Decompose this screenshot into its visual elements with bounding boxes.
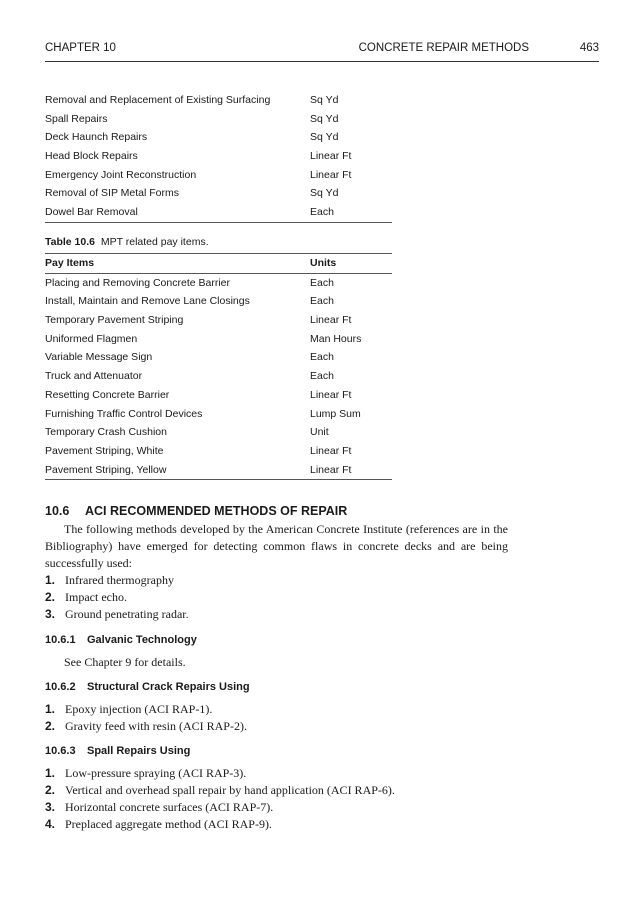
list-item-text: Gravity feed with resin (ACI RAP-2). bbox=[65, 719, 247, 733]
pay-item: Removal and Replacement of Existing Surfacing bbox=[45, 94, 271, 106]
unit: Linear Ft bbox=[310, 168, 352, 181]
unit: Sq Yd bbox=[310, 187, 339, 200]
unit: Each bbox=[310, 351, 334, 364]
table-row bbox=[45, 147, 392, 166]
subsection-number: 10.6.3 bbox=[45, 745, 76, 757]
section-heading bbox=[45, 504, 347, 518]
list-number: 3. bbox=[45, 607, 56, 621]
unit: Sq Yd bbox=[310, 112, 339, 125]
subsection-text: See Chapter 9 for details. bbox=[64, 655, 186, 669]
pay-item: Temporary Pavement Striping bbox=[45, 314, 184, 327]
list-item-text: Impact echo. bbox=[65, 590, 127, 604]
pay-item: Pavement Striping, White bbox=[45, 444, 164, 457]
pay-item: Removal of SIP Metal Forms bbox=[45, 187, 180, 200]
page-header bbox=[45, 42, 599, 62]
list-number: 2. bbox=[45, 719, 56, 733]
table-row bbox=[45, 311, 392, 330]
pay-item: Deck Haunch Repairs bbox=[45, 131, 148, 144]
section-intro-paragraph: The following methods developed by the American Concrete Institute (references are in the Bibliography) have emerged for detecting common flaws in concrete decks and are being successfully used: bbox=[45, 522, 508, 570]
unit: Each bbox=[310, 370, 334, 383]
list-item-text: Infrared thermography bbox=[65, 573, 174, 587]
pay-item: Furnishing Traffic Control Devices bbox=[45, 407, 203, 420]
chapter-label: CHAPTER 10 bbox=[45, 42, 116, 54]
unit: Linear Ft bbox=[310, 314, 352, 327]
list-item-text: Epoxy injection (ACI RAP-1). bbox=[65, 702, 213, 716]
page-number: 463 bbox=[579, 42, 599, 54]
list-item-text: Vertical and overhead spall repair by hand application (ACI RAP-6). bbox=[65, 783, 395, 797]
pay-item: Placing and Removing Concrete Barrier bbox=[45, 276, 231, 289]
table-header-row bbox=[45, 254, 392, 274]
pay-item: Uniformed Flagmen bbox=[45, 332, 138, 345]
unit: Unit bbox=[310, 426, 329, 439]
table-row bbox=[45, 166, 392, 185]
section-title: ACI RECOMMENDED METHODS OF REPAIR bbox=[85, 504, 348, 518]
list-number: 1. bbox=[45, 702, 56, 716]
table-row bbox=[45, 110, 392, 129]
subsection-number: 10.6.1 bbox=[45, 634, 76, 646]
table-row bbox=[45, 348, 392, 367]
list-item-text: Preplaced aggregate method (ACI RAP-9). bbox=[65, 817, 272, 831]
pay-item: Spall Repairs bbox=[45, 112, 108, 125]
unit: Man Hours bbox=[310, 332, 362, 345]
subsection-title: Structural Crack Repairs Using bbox=[87, 681, 250, 693]
table-row bbox=[45, 184, 392, 203]
unit: Each bbox=[310, 206, 334, 219]
pay-item: Dowel Bar Removal bbox=[45, 206, 138, 219]
list-number: 2. bbox=[45, 590, 56, 604]
table-row bbox=[45, 274, 392, 293]
table-row bbox=[45, 461, 392, 480]
pay-items-table-continued bbox=[45, 91, 392, 223]
list-number: 2. bbox=[45, 783, 56, 797]
list-number: 1. bbox=[45, 573, 56, 587]
table-row bbox=[45, 203, 392, 222]
unit: Linear Ft bbox=[310, 444, 352, 457]
subsection-title: Spall Repairs Using bbox=[87, 745, 191, 757]
unit: Linear Ft bbox=[310, 388, 352, 401]
table-caption bbox=[45, 236, 209, 248]
subsection-number: 10.6.2 bbox=[45, 681, 76, 693]
list-item-text: Low-pressure spraying (ACI RAP-3). bbox=[65, 766, 247, 780]
column-header-pay-items: Pay Items bbox=[45, 257, 95, 269]
pay-item: Resetting Concrete Barrier bbox=[45, 388, 170, 401]
pay-item: Truck and Attenuator bbox=[45, 370, 143, 383]
list-item-text: Ground penetrating radar. bbox=[65, 607, 189, 621]
table-row bbox=[45, 330, 392, 349]
table-row bbox=[45, 292, 392, 311]
pay-item: Install, Maintain and Remove Lane Closings bbox=[45, 295, 250, 308]
unit: Linear Ft bbox=[310, 463, 352, 476]
list-number: 1. bbox=[45, 766, 56, 780]
table-row bbox=[45, 91, 392, 110]
subsection-heading-crack-repairs bbox=[45, 681, 250, 693]
subsection-title: Galvanic Technology bbox=[87, 634, 197, 646]
pay-item: Head Block Repairs bbox=[45, 150, 138, 163]
pay-item: Variable Message Sign bbox=[45, 351, 153, 364]
subsection-heading-spall-repairs bbox=[45, 745, 190, 757]
table-row bbox=[45, 405, 392, 424]
unit: Each bbox=[310, 276, 334, 289]
unit: Sq Yd bbox=[310, 131, 339, 144]
table-row bbox=[45, 423, 392, 442]
table-row bbox=[45, 442, 392, 461]
pay-item: Temporary Crash Cushion bbox=[45, 426, 167, 439]
list-number: 3. bbox=[45, 800, 56, 814]
list-number: 4. bbox=[45, 817, 56, 831]
pay-item: Pavement Striping, Yellow bbox=[45, 463, 167, 476]
column-header-units: Units bbox=[310, 257, 337, 269]
list-item-text: Horizontal concrete surfaces (ACI RAP-7). bbox=[65, 800, 274, 814]
unit: Sq Yd bbox=[310, 94, 339, 106]
mpt-pay-items-table bbox=[45, 253, 392, 480]
unit: Linear Ft bbox=[310, 150, 352, 163]
unit: Lump Sum bbox=[310, 407, 361, 420]
chapter-title: CONCRETE REPAIR METHODS bbox=[358, 42, 529, 54]
table-caption-label: Table 10.6 bbox=[45, 236, 95, 248]
table-row bbox=[45, 386, 392, 405]
table-row bbox=[45, 367, 392, 386]
table-row bbox=[45, 128, 392, 147]
pay-item: Emergency Joint Reconstruction bbox=[45, 168, 197, 181]
section-number: 10.6 bbox=[45, 504, 70, 518]
subsection-heading-galvanic bbox=[45, 634, 197, 646]
table-caption-text: MPT related pay items. bbox=[100, 236, 209, 248]
unit: Each bbox=[310, 295, 334, 308]
